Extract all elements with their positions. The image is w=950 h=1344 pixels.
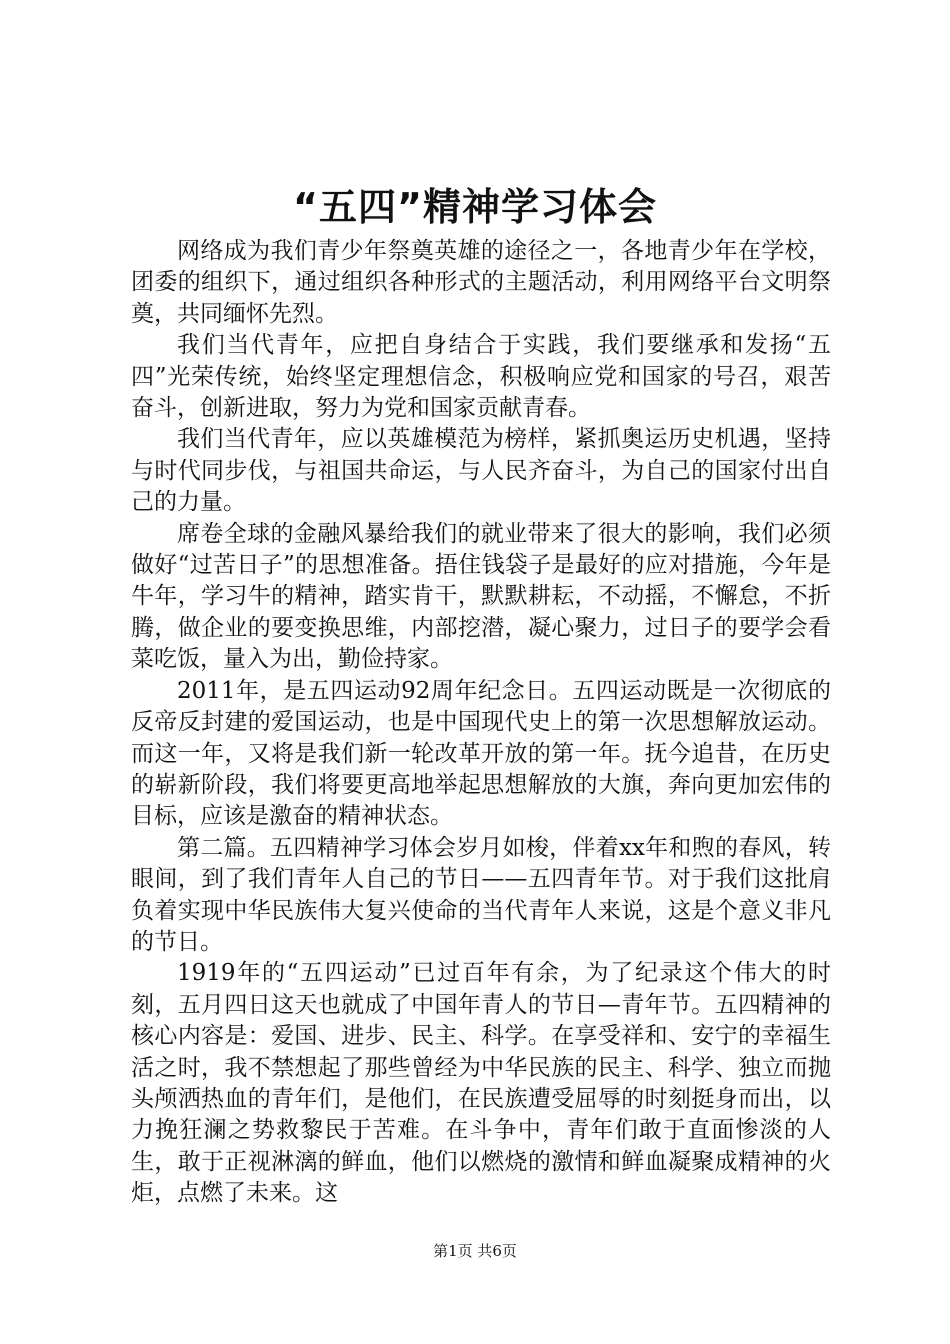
paragraph: 2011年，是五四运动92周年纪念日。五四运动既是一次彻底的反帝反封建的爱国运动，也是中国现代史上的第一次思想解放运动。而这一年，又将是我们新一轮改革开放的第一年。抚今追昔，在历史的崭新阶段，我们将要更高地举起思想解放的大旗，奔向更加宏伟的目标，应该是激奋的精神状态。 bbox=[131, 677, 831, 830]
document-body bbox=[131, 236, 831, 1210]
paragraph: 我们当代青年，应把自身结合于实践，我们要继承和发扬“五四”光荣传统，始终坚定理想信念，积极响应党和国家的号召，艰苦奋斗，创新进取，努力为党和国家贡献青春。 bbox=[131, 332, 831, 422]
paragraph: 席卷全球的金融风暴给我们的就业带来了很大的影响，我们必须做好“过苦日子”的思想准备。捂住钱袋子是最好的应对措施，今年是牛年，学习牛的精神，踏实肯干，默默耕耘，不动摇，不懈怠，不折腾，做企业的要变换思维，内部挖潜，凝心聚力，过日子的要学会看菜吃饭，量入为出，勤俭持家。 bbox=[131, 520, 831, 673]
paragraph: 网络成为我们青少年祭奠英雄的途径之一，各地青少年在学校，团委的组织下，通过组织各种形式的主题活动，利用网络平台文明祭奠，共同缅怀先烈。 bbox=[131, 238, 831, 327]
paragraph: 我们当代青年，应以英雄模范为榜样，紧抓奥运历史机遇，坚持与时代同步伐，与祖国共命运，与人民齐奋斗，为自己的国家付出自己的力量。 bbox=[131, 426, 831, 516]
document-title: “五四”精神学习体会 bbox=[293, 185, 657, 229]
page-footer: 第1页 共6页 bbox=[433, 1242, 517, 1260]
paragraph: 1919年的“五四运动”已过百年有余，为了纪录这个伟大的时刻，五月四日这天也就成了中国年青人的节日—青年节。五四精神的核心内容是：爱国、进步、民主、科学。在享受祥和、安宁的幸福生活之时，我不禁想起了那些曾经为中华民族的民主、科学、独立而抛头颅洒热血的青年们，是他们，在民族遭受屈辱的时刻挺身而出，以力挽狂澜之势救黎民于苦难。在斗争中，青年们敢于直面惨淡的人生，敢于正视淋漓的鲜血，他们以燃烧的激情和鲜血凝聚成精神的火炬，点燃了未来。这 bbox=[131, 960, 831, 1207]
paragraph: 第二篇。五四精神学习体会岁月如梭，伴着xx年和煦的春风，转眼间，到了我们青年人自己的节日——五四青年节。对于我们这批肩负着实现中华民族伟大复兴使命的当代青年人来说，这是个意义非凡的节日。 bbox=[131, 834, 831, 955]
